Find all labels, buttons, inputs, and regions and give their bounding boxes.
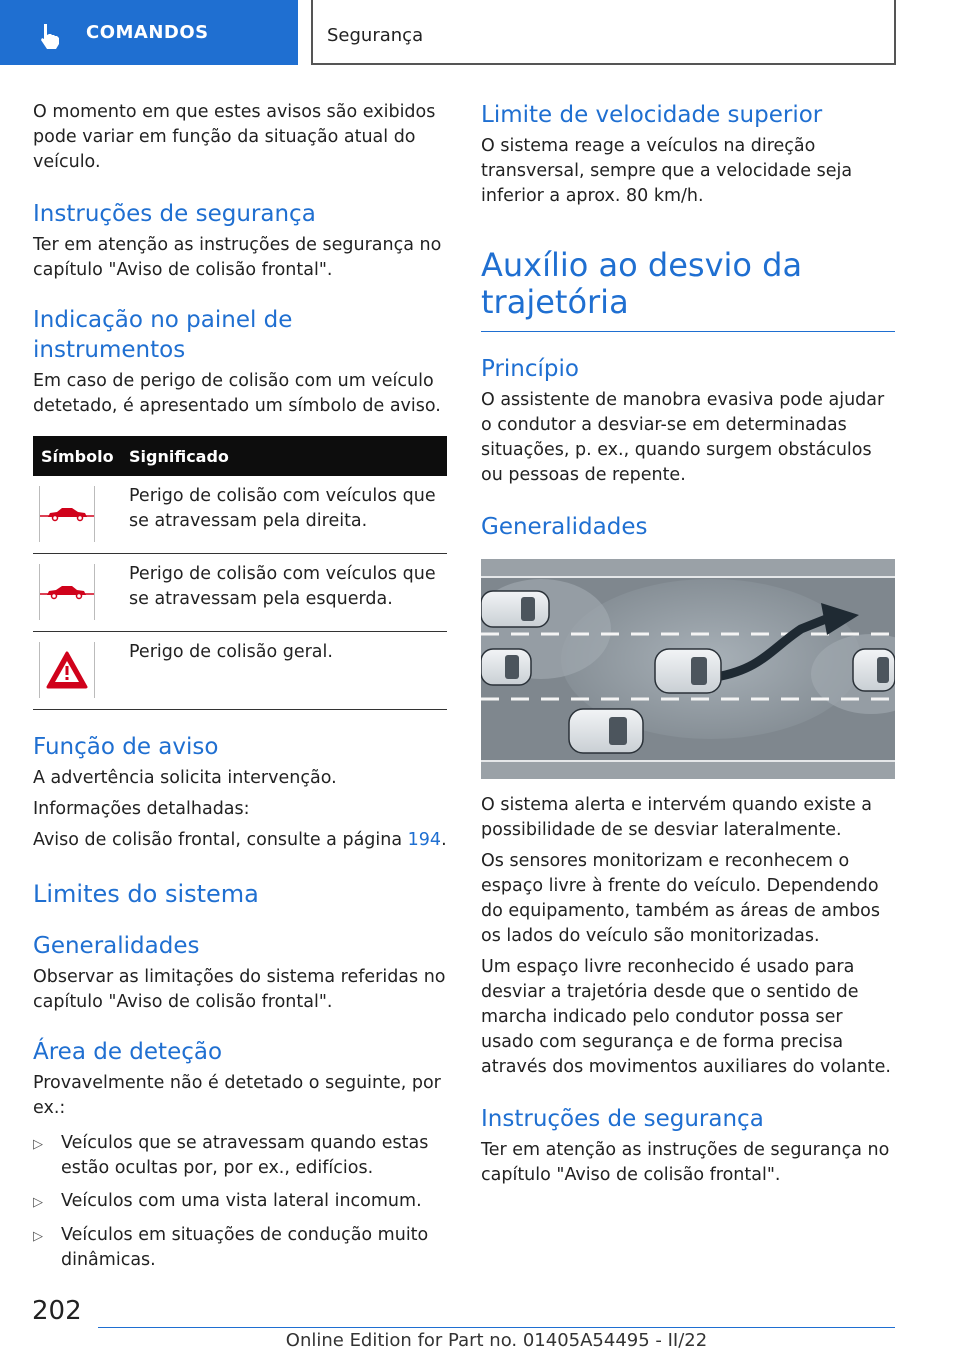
limits-general-heading: Generalidades	[33, 933, 200, 959]
main-heading: Auxílio ao desvio da trajetória	[481, 246, 803, 321]
general-heading: Generalidades	[481, 514, 648, 540]
general-paragraph-3: Um espaço livre reconhecido é usado para desviar a trajetória desde que o sentido de marcha indicado pelo condutor possa ser usado com segurança e de forma precisa através dos movimentos auxiliares do volante.	[481, 957, 891, 1077]
details-paragraph: Informações detalhadas:	[33, 799, 250, 819]
warning-heading: Função de aviso	[33, 734, 219, 760]
general-paragraph-1: O sistema alerta e intervém quando existe a possibilidade de se desviar lateralmente.	[481, 795, 873, 840]
col-symbol: Símbolo	[41, 446, 114, 466]
display-heading: Indicação no painel de instrumentos	[33, 307, 293, 363]
display-paragraph: Em caso de perigo de colisão com um veículo detetado, é apresentado um símbolo de aviso.	[33, 371, 441, 416]
area-paragraph: Provavelmente não é detetado o seguinte, por ex.:	[33, 1073, 441, 1118]
list-item: ▷ Veículos com uma vista lateral incomum.	[33, 1189, 447, 1215]
safety-heading-2: Instruções de segurança	[481, 1106, 764, 1132]
car-right-warning-icon	[40, 504, 94, 524]
principle-paragraph: O assistente de manobra evasiva pode ajudar o condutor a desviar-se em determinadas situações, p. ex., quando surgem obstáculos ou pessoas de repente.	[481, 390, 885, 485]
triangle-bullet-icon: ▷	[33, 1137, 43, 1152]
chapter-header	[311, 0, 896, 65]
row-meaning: Perigo de colisão com veículos que se atravessam pela direita.	[129, 486, 436, 531]
intro-paragraph: O momento em que estes avisos são exibidos pode variar em função da situação atual do veículo.	[33, 102, 436, 172]
table-row	[33, 554, 447, 632]
limits-heading: Limites do sistema	[33, 880, 259, 908]
table-header	[33, 436, 447, 476]
general-paragraph-2: Os sensores monitorizam e reconhecem o espaço livre à frente do veículo. Dependendo do equipamento, também as áreas de ambos os lados do veículo são monitorizadas.	[481, 851, 881, 946]
page-number: 202	[32, 1296, 82, 1326]
list-item: ▷ Veículos em situações de condução muito dinâmicas.	[33, 1223, 447, 1273]
safety-paragraph: Ter em atenção as instruções de segurança no capítulo "Aviso de colisão frontal".	[33, 235, 442, 280]
area-heading: Área de deteção	[33, 1039, 223, 1065]
chapter-title: Segurança	[327, 25, 424, 46]
safety-heading: Instruções de segurança	[33, 201, 316, 227]
right-column	[481, 100, 895, 1188]
section-title: COMANDOS	[86, 22, 209, 43]
triangle-bullet-icon: ▷	[33, 1195, 43, 1210]
table-row	[33, 476, 447, 554]
speed-paragraph: O sistema reage a veículos na direção transversal, sempre que a velocidade seja inferior a aprox. 80 km/h.	[481, 136, 853, 206]
principle-heading: Princípio	[481, 356, 579, 382]
safety-paragraph-2: Ter em atenção as instruções de segurança no capítulo "Aviso de colisão frontal".	[481, 1140, 890, 1185]
limits-general-paragraph: Observar as limitações do sistema referidas no capítulo "Aviso de colisão frontal".	[33, 967, 446, 1012]
left-column	[33, 100, 447, 1273]
edition-text: Online Edition for Part no. 01405A54495 - II/22	[285, 1330, 708, 1351]
triangle-bullet-icon: ▷	[33, 1229, 43, 1244]
car-left-warning-icon	[40, 582, 94, 602]
warning-triangle-icon	[45, 650, 89, 690]
list-item: ▷ Veículos que se atravessam quando estas estão ocultas por, por ex., edifícios.	[33, 1131, 447, 1181]
warning-paragraph: A advertência solicita intervenção.	[33, 768, 337, 788]
row-meaning: Perigo de colisão com veículos que se atravessam pela esquerda.	[129, 564, 436, 609]
heading-rule	[481, 331, 895, 332]
page-link[interactable]: 194	[407, 830, 442, 850]
row-meaning: Perigo de colisão geral.	[129, 642, 333, 662]
bullet-list	[33, 1131, 447, 1273]
col-meaning: Significado	[129, 446, 229, 466]
footer-rule	[98, 1327, 895, 1328]
table-row	[33, 632, 447, 710]
pointing-hand-icon	[38, 22, 64, 50]
speed-heading: Limite de velocidade superior	[481, 102, 823, 128]
evasion-illustration	[481, 559, 895, 779]
reference-paragraph: Aviso de colisão frontal, consulte a página 194.	[33, 830, 447, 850]
symbol-table	[33, 436, 447, 710]
section-tab[interactable]	[0, 0, 298, 65]
